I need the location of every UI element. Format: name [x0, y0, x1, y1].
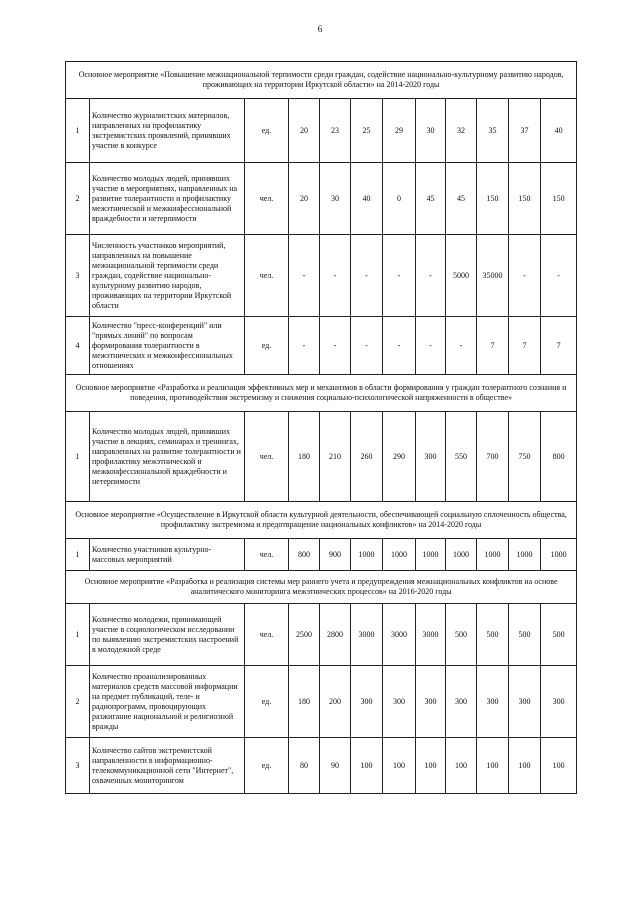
indicator-value: 7: [477, 317, 509, 375]
indicator-value: -: [351, 317, 383, 375]
indicator-value: -: [320, 235, 351, 317]
indicator-value: 1000: [541, 539, 577, 571]
indicator-name: Количество участников культурно-массовых мероприятий: [90, 539, 245, 571]
indicator-value: -: [383, 235, 416, 317]
unit-of-measure: чел.: [245, 163, 289, 235]
indicator-value: 200: [320, 666, 351, 738]
indicator-value: 1000: [509, 539, 541, 571]
indicator-value: 40: [351, 163, 383, 235]
indicator-value: 0: [383, 163, 416, 235]
indicator-value: 100: [541, 738, 577, 794]
indicator-value: 90: [320, 738, 351, 794]
table-row: [66, 99, 577, 163]
indicator-name: Количество молодежи, принимающей участие в социологическом исследовании по выявлению экстремистских настроений в молодежной среде: [90, 604, 245, 666]
unit-of-measure: чел.: [245, 412, 289, 502]
unit-of-measure: чел.: [245, 604, 289, 666]
row-number: 2: [66, 163, 90, 235]
row-number: 1: [66, 539, 90, 571]
indicator-value: 1000: [446, 539, 477, 571]
indicator-value: 32: [446, 99, 477, 163]
row-number: 4: [66, 317, 90, 375]
section-title: Основное мероприятие «Повышение межнациональной терпимости среди граждан, содействие национально-культурному развитию народов, проживающих на территории Иркутской области» на 2014-2020 годы: [66, 62, 577, 99]
indicator-value: 1000: [383, 539, 416, 571]
indicator-value: 500: [477, 604, 509, 666]
indicator-value: 1000: [477, 539, 509, 571]
indicator-value: 29: [383, 99, 416, 163]
indicator-value: 30: [320, 163, 351, 235]
row-number: 1: [66, 604, 90, 666]
indicator-value: 1000: [416, 539, 446, 571]
row-number: 1: [66, 412, 90, 502]
table-row: [66, 163, 577, 235]
indicator-value: 80: [289, 738, 320, 794]
indicator-value: 45: [446, 163, 477, 235]
indicator-value: -: [446, 317, 477, 375]
indicator-value: 100: [446, 738, 477, 794]
unit-of-measure: ед.: [245, 738, 289, 794]
indicator-value: -: [541, 235, 577, 317]
indicator-value: 800: [289, 539, 320, 571]
indicator-value: 2800: [320, 604, 351, 666]
indicator-value: 150: [509, 163, 541, 235]
indicator-value: 750: [509, 412, 541, 502]
indicator-value: 23: [320, 99, 351, 163]
indicator-value: 700: [477, 412, 509, 502]
indicator-value: 100: [477, 738, 509, 794]
indicator-value: 300: [416, 666, 446, 738]
unit-of-measure: ед.: [245, 666, 289, 738]
indicator-value: 300: [416, 412, 446, 502]
indicator-value: 260: [351, 412, 383, 502]
indicator-value: 30: [416, 99, 446, 163]
indicator-value: 35: [477, 99, 509, 163]
indicator-value: -: [289, 317, 320, 375]
indicator-value: 3000: [351, 604, 383, 666]
page-number: 6: [317, 24, 323, 34]
indicator-name: Количество "пресс-конференций" или "прямых линий" по вопросам формирования толерантности в межэтнических и межконфессиональных отношениях: [90, 317, 245, 375]
section-header-row: [66, 62, 577, 99]
indicator-value: 100: [383, 738, 416, 794]
unit-of-measure: чел.: [245, 235, 289, 317]
indicator-value: 100: [509, 738, 541, 794]
indicator-value: -: [289, 235, 320, 317]
indicator-value: 290: [383, 412, 416, 502]
indicator-value: 2500: [289, 604, 320, 666]
section-title: Основное мероприятие «Разработка и реализация эффективных мер и механизмов в области формирования у граждан толерантного сознания и поведения, противодействия экстремизму и снижения социально-психологической напряженности в обществе»: [66, 375, 577, 412]
indicator-value: 5000: [446, 235, 477, 317]
indicator-value: 500: [509, 604, 541, 666]
indicator-value: 3000: [383, 604, 416, 666]
indicator-value: 210: [320, 412, 351, 502]
indicator-name: Численность участников мероприятий, направленных на повышение межнациональной терпимости среди граждан, содействие национально-культурному развитию народов, проживающих на территории Иркутской области: [90, 235, 245, 317]
indicator-name: Количество журналистских материалов, направленных на профилактику экстремистских проявлений, принявших участие в конкурсе: [90, 99, 245, 163]
indicator-value: 300: [509, 666, 541, 738]
indicator-value: 300: [351, 666, 383, 738]
table-row: [66, 666, 577, 738]
indicator-value: 7: [541, 317, 577, 375]
indicator-value: 150: [477, 163, 509, 235]
section-header-row: [66, 502, 577, 539]
indicator-value: 800: [541, 412, 577, 502]
indicator-value: 7: [509, 317, 541, 375]
section-title: Основное мероприятие «Разработка и реализация системы мер раннего учета и предупреждения межнациональных конфликтов на основе аналитического мониторинга межэтнических процессов» на 2016-2020 годы: [66, 571, 577, 604]
indicator-value: 20: [289, 163, 320, 235]
row-number: 3: [66, 235, 90, 317]
row-number: 1: [66, 99, 90, 163]
indicator-value: 550: [446, 412, 477, 502]
indicator-value: 100: [416, 738, 446, 794]
indicators-table: [65, 61, 577, 794]
indicator-value: -: [416, 235, 446, 317]
indicator-value: -: [351, 235, 383, 317]
indicator-value: 300: [541, 666, 577, 738]
indicator-value: -: [416, 317, 446, 375]
indicator-value: 1000: [351, 539, 383, 571]
indicator-name: Количество молодых людей, принявших участие в лекциях, семинарах и тренингах, направленных на развитие толерантности и профилактику межэтнической и межконфессиональной враждебности и нетерпимости: [90, 412, 245, 502]
indicator-value: 20: [289, 99, 320, 163]
indicator-value: -: [320, 317, 351, 375]
indicator-value: 500: [446, 604, 477, 666]
indicator-value: 35000: [477, 235, 509, 317]
indicator-value: -: [509, 235, 541, 317]
indicator-value: 300: [477, 666, 509, 738]
indicator-value: 100: [351, 738, 383, 794]
indicator-value: 37: [509, 99, 541, 163]
table-row: [66, 539, 577, 571]
indicator-value: 180: [289, 412, 320, 502]
indicator-value: 45: [416, 163, 446, 235]
indicator-name: Количество проанализированных материалов средств массовой информации на предмет публикаций, теле- и радиопрограмм, провоцирующих разжигание национальной и религиозной вражды: [90, 666, 245, 738]
section-header-row: [66, 571, 577, 604]
table-row: [66, 317, 577, 375]
indicator-value: 3000: [416, 604, 446, 666]
unit-of-measure: ед.: [245, 317, 289, 375]
indicator-value: 500: [541, 604, 577, 666]
indicator-value: 25: [351, 99, 383, 163]
table-row: [66, 604, 577, 666]
unit-of-measure: ед.: [245, 99, 289, 163]
unit-of-measure: чел.: [245, 539, 289, 571]
indicator-name: Количество сайтов экстремистской направленности в информационно-телекоммуникационной сети "Интернет", охваченных мониторингом: [90, 738, 245, 794]
indicator-value: 180: [289, 666, 320, 738]
indicator-value: 150: [541, 163, 577, 235]
section-header-row: [66, 375, 577, 412]
indicator-value: 300: [446, 666, 477, 738]
section-title: Основное мероприятие «Осуществление в Иркутской области культурной деятельности, обеспечивающей социальную сплоченность общества, профилактику экстремизма и предотвращение национальных конфликтов» на 2014-2020 годы: [66, 502, 577, 539]
indicator-name: Количество молодых людей, принявших участие в мероприятиях, направленных на развитие толерантности и профилактику межэтнической и межконфессиональной враждебности и нетерпимости: [90, 163, 245, 235]
indicator-value: 40: [541, 99, 577, 163]
row-number: 3: [66, 738, 90, 794]
table-row: [66, 235, 577, 317]
indicator-value: -: [383, 317, 416, 375]
table-row: [66, 738, 577, 794]
indicator-value: 900: [320, 539, 351, 571]
indicator-value: 300: [383, 666, 416, 738]
table-row: [66, 412, 577, 502]
row-number: 2: [66, 666, 90, 738]
